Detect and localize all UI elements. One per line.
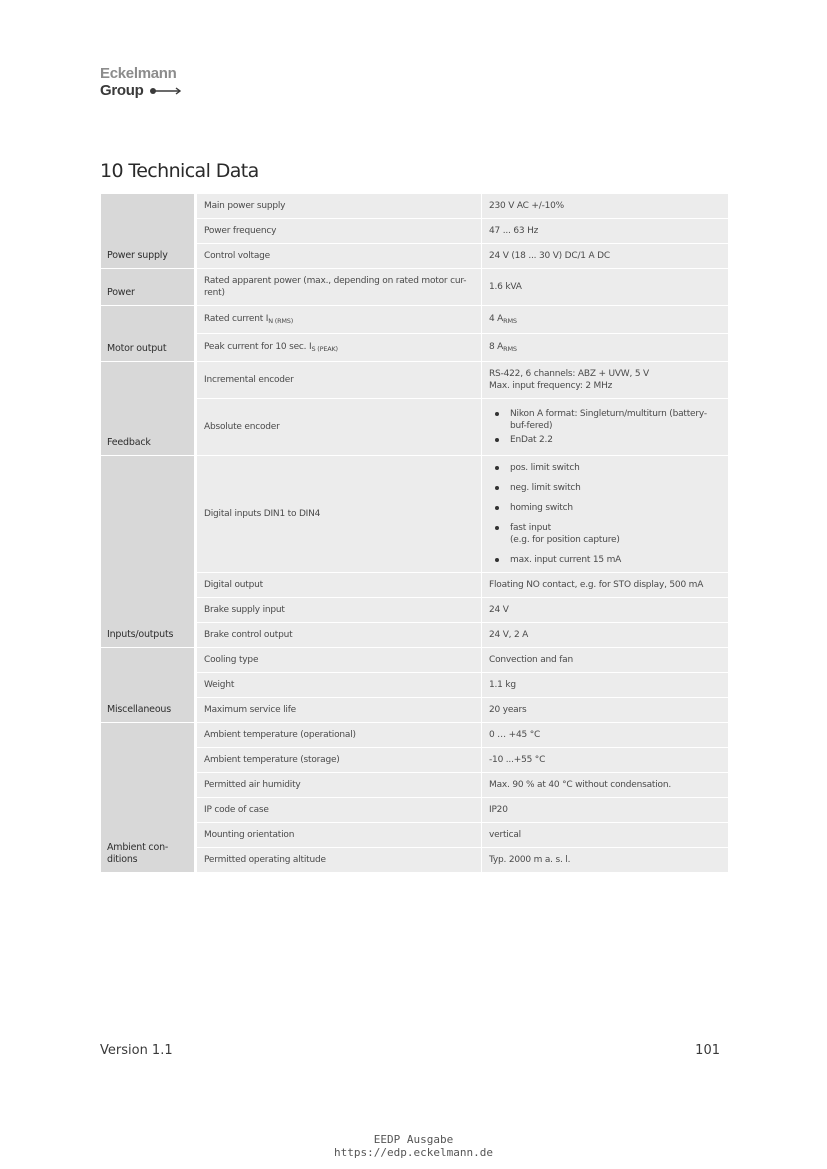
param-label-subscript: N (RMS) xyxy=(268,316,294,325)
param-label: Mounting orientation xyxy=(196,823,482,848)
param-value-text: 8 A xyxy=(489,341,504,352)
param-value: 1.1 kg xyxy=(482,673,729,698)
param-value: Convection and fan xyxy=(482,648,729,673)
table-row xyxy=(101,598,729,623)
table-row xyxy=(101,399,729,456)
param-label: Maximum service life xyxy=(196,698,482,723)
technical-data-table xyxy=(100,193,729,873)
table-row xyxy=(101,194,729,219)
group-inputs-outputs: Inputs/outputs xyxy=(101,456,196,648)
param-label: Permitted operating altitude xyxy=(196,848,482,873)
param-label: Control voltage xyxy=(196,244,482,269)
bullet-item-text: fast input xyxy=(510,523,551,533)
param-label: Absolute encoder xyxy=(196,399,482,456)
group-ambient-conditions xyxy=(101,723,196,873)
param-value xyxy=(482,456,729,573)
table-row xyxy=(101,306,729,334)
param-value xyxy=(482,306,729,334)
table-row xyxy=(101,773,729,798)
param-value: 47 ... 63 Hz xyxy=(482,219,729,244)
param-label: Power frequency xyxy=(196,219,482,244)
table-row xyxy=(101,269,729,306)
bullet-list xyxy=(489,408,721,446)
param-value: 230 V AC +/-10% xyxy=(482,194,729,219)
table-row xyxy=(101,362,729,399)
param-label: Ambient temperature (operational) xyxy=(196,723,482,748)
group-motor-output: Motor output xyxy=(101,306,196,362)
footer-line: EEDP Ausgabe xyxy=(373,1133,454,1146)
param-label: Ambient temperature (storage) xyxy=(196,748,482,773)
param-label-text: Peak current for 10 sec. I xyxy=(204,341,312,352)
document-version: Version 1.1 xyxy=(100,1043,173,1058)
param-value: Max. 90 % at 40 °C without condensation. xyxy=(482,773,729,798)
group-label-line: Ambient con- xyxy=(107,842,169,853)
bullet-item: pos. limit switch xyxy=(489,462,721,474)
table-row xyxy=(101,334,729,362)
table-row xyxy=(101,219,729,244)
table-row xyxy=(101,723,729,748)
table-row xyxy=(101,798,729,823)
param-value: 24 V, 2 A xyxy=(482,623,729,648)
bullet-item: homing switch xyxy=(489,502,721,514)
bullet-item-text-line2: (e.g. for position capture) xyxy=(510,535,620,545)
table-row xyxy=(101,823,729,848)
bullet-list xyxy=(489,462,721,566)
bullet-item: Nikon A format: Singleturn/multiturn (battery-buf-fered) xyxy=(489,408,721,432)
param-label: Digital inputs DIN1 to DIN4 xyxy=(196,456,482,573)
bullet-item xyxy=(489,522,721,546)
param-label: Digital output xyxy=(196,573,482,598)
param-label xyxy=(196,334,482,362)
table-row xyxy=(101,748,729,773)
param-label-text: Rated current I xyxy=(204,313,269,324)
param-value: -10 ...+55 °C xyxy=(482,748,729,773)
logo-line-1: Eckelmann xyxy=(100,65,177,82)
bullet-item: neg. limit switch xyxy=(489,482,721,494)
arrow-right-icon xyxy=(149,87,183,95)
table-row xyxy=(101,848,729,873)
param-label: Permitted air humidity xyxy=(196,773,482,798)
source-footer xyxy=(0,1133,827,1159)
table-row xyxy=(101,673,729,698)
table-row xyxy=(101,244,729,269)
value-line: Max. input frequency: 2 MHz xyxy=(489,381,613,391)
table-row xyxy=(101,623,729,648)
group-label-line: ditions xyxy=(107,854,138,865)
param-label: Weight xyxy=(196,673,482,698)
param-value: 20 years xyxy=(482,698,729,723)
table-row xyxy=(101,698,729,723)
param-label xyxy=(196,306,482,334)
table-row xyxy=(101,573,729,598)
param-value: 24 V xyxy=(482,598,729,623)
param-value xyxy=(482,362,729,399)
param-label: Main power supply xyxy=(196,194,482,219)
param-value: 1.6 kVA xyxy=(482,269,729,306)
param-value-text: 4 A xyxy=(489,313,504,324)
group-power: Power xyxy=(101,269,196,306)
param-label-subscript: S (PEAK) xyxy=(311,344,338,353)
bullet-item: max. input current 15 mA xyxy=(489,554,721,566)
company-logo xyxy=(100,65,200,99)
param-label: Brake supply input xyxy=(196,598,482,623)
group-power-supply: Power supply xyxy=(101,194,196,269)
param-label: IP code of case xyxy=(196,798,482,823)
footer-url: https://edp.eckelmann.de xyxy=(334,1146,493,1159)
logo-line-2 xyxy=(100,82,200,99)
table-row xyxy=(101,648,729,673)
param-label: Incremental encoder xyxy=(196,362,482,399)
table-row xyxy=(101,456,729,573)
page-number: 101 xyxy=(695,1043,720,1058)
param-value xyxy=(482,399,729,456)
page-title: 10 Technical Data xyxy=(100,160,259,182)
param-value: vertical xyxy=(482,823,729,848)
logo-line-2-text: Group xyxy=(100,82,144,99)
param-value: 24 V (18 ... 30 V) DC/1 A DC xyxy=(482,244,729,269)
param-label: Brake control output xyxy=(196,623,482,648)
param-value xyxy=(482,334,729,362)
param-label: Cooling type xyxy=(196,648,482,673)
group-feedback: Feedback xyxy=(101,362,196,456)
group-miscellaneous: Miscellaneous xyxy=(101,648,196,723)
param-label: Rated apparent power (max., depending on rated motor cur-rent) xyxy=(196,269,482,306)
param-value: 0 … +45 °C xyxy=(482,723,729,748)
bullet-item: EnDat 2.2 xyxy=(489,434,721,446)
value-line: RS-422, 6 channels: ABZ + UVW, 5 V xyxy=(489,369,649,379)
param-value-subscript: RMS xyxy=(503,344,517,353)
param-value: Floating NO contact, e.g. for STO display, 500 mA xyxy=(482,573,729,598)
param-value: Typ. 2000 m a. s. l. xyxy=(482,848,729,873)
param-value-subscript: RMS xyxy=(503,316,517,325)
param-value: IP20 xyxy=(482,798,729,823)
